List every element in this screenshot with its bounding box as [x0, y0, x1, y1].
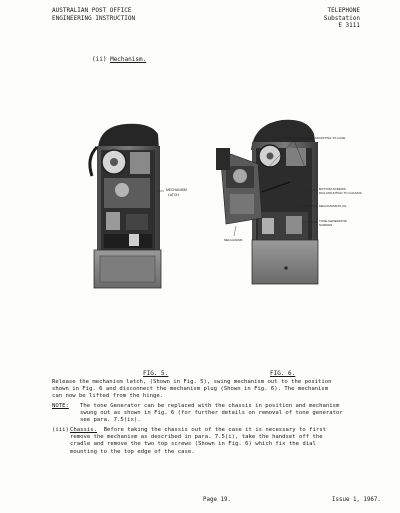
subsection-number: (iii): [52, 427, 69, 433]
page-number: Page 19.: [203, 497, 231, 503]
fig6-label-top: TOP SCREWS FIXING DIAL MOUNTING TO CASE: [276, 136, 346, 140]
org-name: AUSTRALIAN POST OFFICE: [52, 7, 132, 14]
doc-code: E 3111: [338, 22, 360, 29]
fig6-label-bottom-screws-1: BOTTOM SCREWS: [319, 187, 346, 191]
fig6-photo: [216, 120, 362, 284]
section-number: (ii): [92, 56, 107, 63]
fig5-caption: FIG. 5.: [143, 370, 169, 377]
doc-category: TELEPHONE: [327, 7, 360, 14]
para1-line1: Release the mechanism latch, (Shown in Fig. 5), swing mechanism out to the position: [52, 379, 332, 385]
note-line3: see para. 7.5(ix).: [80, 417, 141, 424]
note-line1: The tone Generator can be replaced with the chassis in position and mechanism: [80, 403, 340, 409]
fig6-label-bottom-screws-2: DIAL MOUNTING TO CHASSIS: [319, 191, 362, 195]
note-label: NOTE:: [52, 403, 69, 409]
fig6-label-plug: MECHANISM PLUG: [319, 204, 347, 208]
fig6-label-tone-2: SCREWS: [319, 223, 333, 227]
fig5-label-line2: LATCH: [168, 193, 179, 197]
chassis-line2: remove the mechanism as described in para. 7.5(i), take the handset off the: [70, 434, 323, 441]
issue-date: Issue 1, 1967.: [332, 497, 381, 503]
fig6-label-mechanism: MECHANISM: [224, 238, 243, 242]
chassis-line1: Before taking the chassis out of the case it is necessary to first: [96, 427, 326, 433]
chassis-title: Chassis.: [70, 427, 97, 433]
doc-type: ENGINEERING INSTRUCTION: [52, 14, 136, 22]
para1-line3: can now be lifted from the hinge.: [52, 393, 164, 400]
subsection-chassis: [70, 427, 326, 456]
paragraph-release: [52, 379, 332, 401]
fig6-label-tone-1: TONE GENERATOR: [319, 219, 347, 223]
chassis-line4: mounting to the top edge of the case.: [70, 448, 195, 455]
para1-line2: shown in Fig. 6 and disconnect the mechanism plug (Shown in Fig. 6). The mechanism: [52, 386, 329, 393]
fig5-photo: [90, 124, 187, 288]
note-body: [80, 403, 343, 425]
fig6-caption: FIG. 6.: [270, 370, 296, 377]
section-title: Mechanism.: [110, 56, 147, 63]
doc-subcategory: Substation: [323, 14, 360, 22]
chassis-line3: cradle and remove the two top screws (Shown in Fig. 6) which fix the dial: [70, 441, 316, 448]
fig5-label-line1: MECHANISM: [166, 188, 187, 192]
note-line2: swung out as shown in Fig. 6 (for further details on removal of tone generator: [80, 410, 343, 417]
